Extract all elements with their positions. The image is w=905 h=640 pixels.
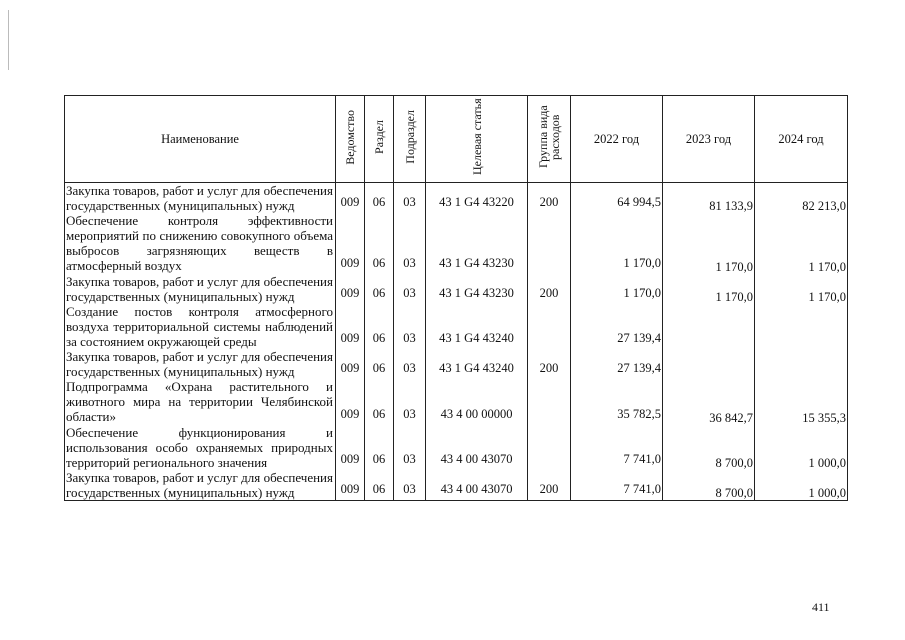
row-2022: 1 170,0 — [571, 274, 663, 304]
row-name: Обеспечение функционирования и использования особо охраняемых природных территорий регионального значения — [65, 425, 336, 470]
row-target: 43 1 G4 43220 — [426, 183, 528, 214]
row-target: 43 4 00 00000 — [426, 379, 528, 424]
row-subsection: 03 — [394, 379, 426, 424]
row-section: 06 — [365, 304, 394, 349]
header-group: Группа вида расходов — [528, 96, 571, 183]
header-2024: 2024 год — [755, 96, 848, 183]
row-2023 — [663, 349, 755, 379]
row-target: 43 1 G4 43230 — [426, 274, 528, 304]
row-2023: 81 133,9 — [663, 183, 755, 214]
row-2024: 15 355,3 — [755, 379, 848, 424]
row-section: 06 — [365, 213, 394, 273]
row-2024: 1 000,0 — [755, 425, 848, 470]
budget-table — [64, 95, 848, 501]
row-2024: 1 000,0 — [755, 470, 848, 501]
table-row — [65, 274, 848, 304]
row-group: 200 — [528, 183, 571, 214]
row-2023: 8 700,0 — [663, 470, 755, 501]
row-2024: 1 170,0 — [755, 274, 848, 304]
header-row — [65, 96, 848, 183]
row-subsection: 03 — [394, 425, 426, 470]
row-2022: 7 741,0 — [571, 470, 663, 501]
header-2023: 2023 год — [663, 96, 755, 183]
row-2022: 7 741,0 — [571, 425, 663, 470]
row-ministry: 009 — [336, 213, 365, 273]
table-row — [65, 304, 848, 349]
margin-line — [8, 10, 9, 70]
row-section: 06 — [365, 470, 394, 501]
row-2022: 27 139,4 — [571, 304, 663, 349]
row-2023: 36 842,7 — [663, 379, 755, 424]
row-group: 200 — [528, 349, 571, 379]
row-2024 — [755, 349, 848, 379]
row-ministry: 009 — [336, 349, 365, 379]
row-2022: 1 170,0 — [571, 213, 663, 273]
table-row — [65, 470, 848, 501]
row-group: 200 — [528, 274, 571, 304]
table-row — [65, 425, 848, 470]
row-section: 06 — [365, 183, 394, 214]
row-group — [528, 379, 571, 424]
row-name: Обеспечение контроля эффективности мероприятий по снижению совокупного объема выбросов загрязняющих веществ в атмосферный воздух — [65, 213, 336, 273]
row-ministry: 009 — [336, 379, 365, 424]
row-target: 43 1 G4 43230 — [426, 213, 528, 273]
row-target: 43 4 00 43070 — [426, 425, 528, 470]
header-subsection: Подраздел — [394, 96, 426, 183]
header-ministry: Ведомство — [336, 96, 365, 183]
row-group — [528, 304, 571, 349]
row-2023: 1 170,0 — [663, 274, 755, 304]
row-2024: 82 213,0 — [755, 183, 848, 214]
row-section: 06 — [365, 425, 394, 470]
row-subsection: 03 — [394, 304, 426, 349]
header-2022: 2022 год — [571, 96, 663, 183]
row-target: 43 1 G4 43240 — [426, 304, 528, 349]
table-row — [65, 183, 848, 214]
row-name: Подпрограмма «Охрана растительного и животного мира на территории Челябинской области» — [65, 379, 336, 424]
table-row — [65, 379, 848, 424]
row-2022: 27 139,4 — [571, 349, 663, 379]
header-name: Наименование — [65, 96, 336, 183]
page-number: 411 — [812, 600, 830, 614]
row-ministry: 009 — [336, 425, 365, 470]
row-2023 — [663, 304, 755, 349]
row-2022: 64 994,5 — [571, 183, 663, 214]
row-ministry: 009 — [336, 304, 365, 349]
table-row — [65, 213, 848, 273]
row-2022: 35 782,5 — [571, 379, 663, 424]
row-name: Закупка товаров, работ и услуг для обеспечения государственных (муниципальных) нужд — [65, 183, 336, 214]
row-subsection: 03 — [394, 349, 426, 379]
row-target: 43 1 G4 43240 — [426, 349, 528, 379]
row-subsection: 03 — [394, 274, 426, 304]
row-group — [528, 213, 571, 273]
header-target: Целевая статья — [426, 96, 528, 183]
table-row — [65, 349, 848, 379]
row-group — [528, 425, 571, 470]
row-name: Закупка товаров, работ и услуг для обеспечения государственных (муниципальных) нужд — [65, 470, 336, 501]
row-name: Создание постов контроля атмосферного воздуха территориальной системы наблюдений за состоянием окружающей среды — [65, 304, 336, 349]
row-ministry: 009 — [336, 183, 365, 214]
row-name: Закупка товаров, работ и услуг для обеспечения государственных (муниципальных) нужд — [65, 274, 336, 304]
row-2023: 8 700,0 — [663, 425, 755, 470]
row-2023: 1 170,0 — [663, 213, 755, 273]
row-ministry: 009 — [336, 470, 365, 501]
row-2024: 1 170,0 — [755, 213, 848, 273]
row-subsection: 03 — [394, 470, 426, 501]
row-group: 200 — [528, 470, 571, 501]
row-subsection: 03 — [394, 183, 426, 214]
row-2024 — [755, 304, 848, 349]
row-target: 43 4 00 43070 — [426, 470, 528, 501]
row-subsection: 03 — [394, 213, 426, 273]
row-section: 06 — [365, 349, 394, 379]
header-section: Раздел — [365, 96, 394, 183]
row-name: Закупка товаров, работ и услуг для обеспечения государственных (муниципальных) нужд — [65, 349, 336, 379]
row-ministry: 009 — [336, 274, 365, 304]
row-section: 06 — [365, 274, 394, 304]
row-section: 06 — [365, 379, 394, 424]
